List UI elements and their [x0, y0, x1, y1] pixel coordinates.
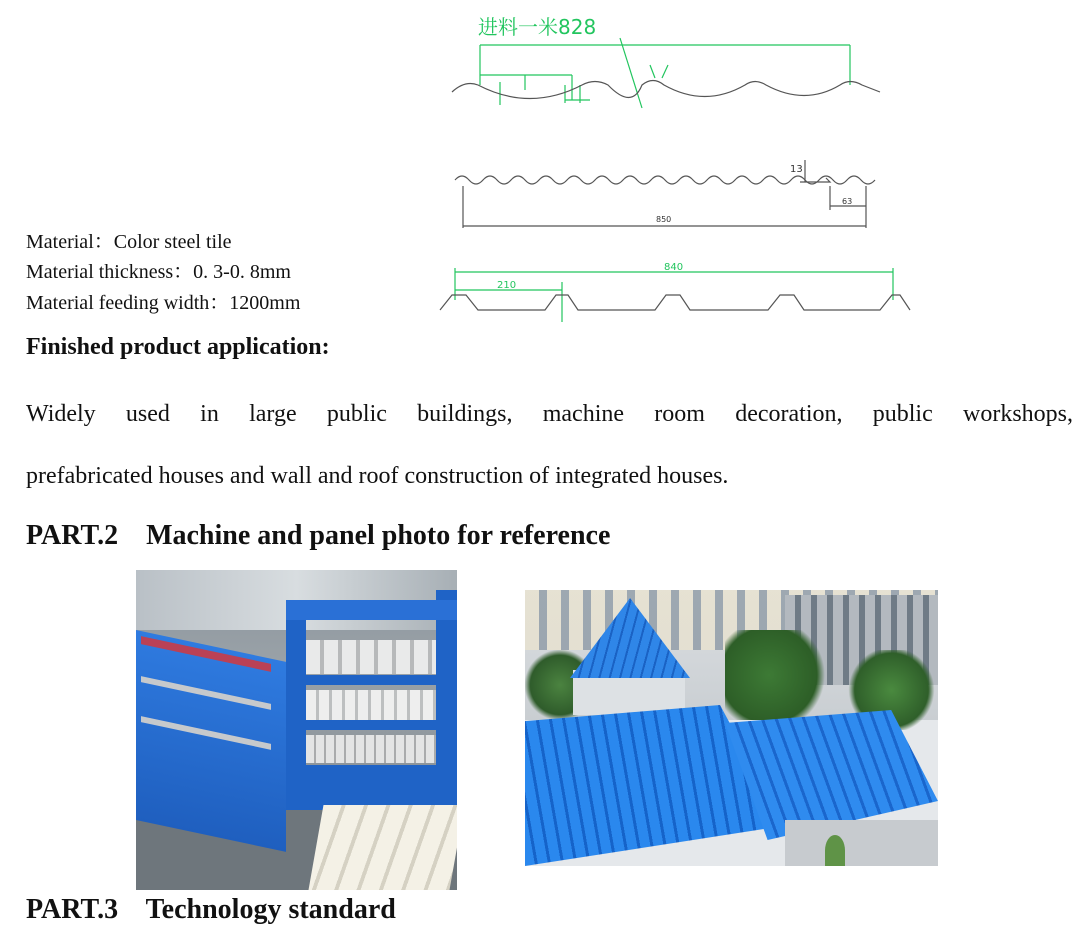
part3-heading: PART.3 Technology standard	[26, 894, 396, 925]
roof-photo	[525, 590, 938, 866]
machine-photo	[136, 570, 457, 890]
top-drawing-label: 进料一米828	[478, 15, 597, 39]
spec-material: Material：Color steel tile	[26, 231, 232, 253]
application-line-2: prefabricated houses and wall and roof construction of integrated houses.	[26, 463, 729, 489]
dim-63: 63	[842, 197, 853, 206]
application-heading: Finished product application:	[26, 334, 330, 360]
dim-13: 13	[790, 164, 803, 175]
part2-heading: PART.2 Machine and panel photo for reference	[26, 520, 611, 551]
dim-840: 840	[664, 262, 684, 273]
application-line-1: Widely used in large public buildings, machine room decoration, public workshops,	[26, 401, 1073, 427]
spec-feeding-width: Material feeding width：1200mm	[26, 292, 301, 314]
dim-210: 210	[497, 280, 517, 291]
dim-850: 850	[656, 215, 672, 224]
spec-thickness: Material thickness：0. 3-0. 8mm	[26, 261, 291, 283]
